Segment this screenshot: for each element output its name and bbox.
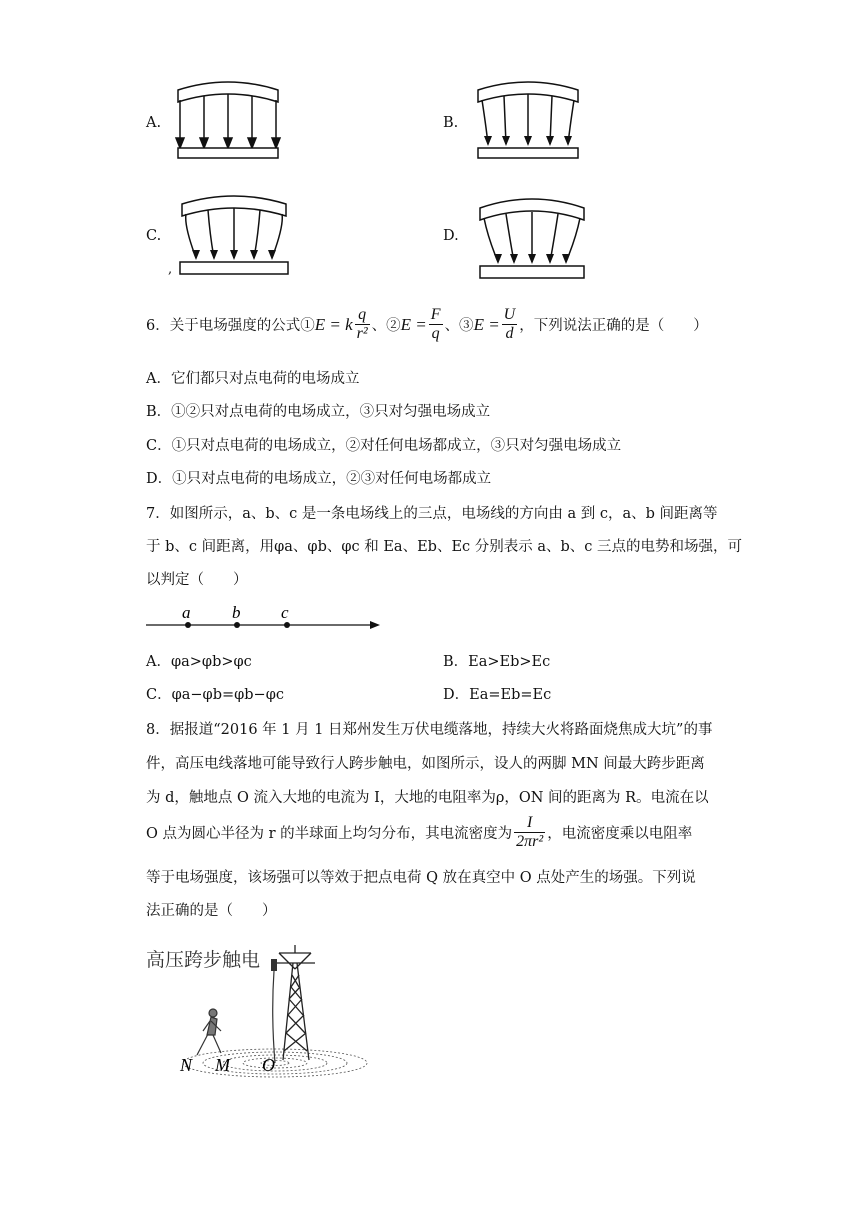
q6-sep1: 、② — [371, 318, 401, 334]
power-tower-icon — [275, 945, 315, 1060]
q8-density-num: I — [527, 813, 533, 831]
q6-option-b[interactable]: B．①②只对点电荷的电场成立，③只对匀强电场成立 — [146, 404, 491, 420]
q6-formula2-fraction — [429, 306, 443, 343]
q8-current-density-fraction — [514, 814, 545, 851]
q5-option-d-label[interactable]: D. — [443, 228, 459, 244]
q8-stem-line1: 8．据报道“2016 年 1 月 1 日郑州发生万伏电缆落地，持续大火将路面烧焦成大坑”的事 — [146, 722, 713, 738]
q8-line4-prefix: O 点为圆心半径为 r 的半球面上均匀分布，其电流密度为 — [146, 825, 513, 842]
q6-formula3-fraction — [502, 306, 518, 343]
q8-line4-suffix: ，电流密度乘以电阻率 — [547, 825, 693, 842]
q6-formula3-lhs: E = — [473, 314, 500, 334]
insulator-icon — [271, 959, 277, 971]
q7-option-c[interactable]: C．φa−φb=φb−φc — [146, 687, 284, 703]
q5-stray-mark: , — [168, 262, 173, 277]
q7-stem-line3: 以判定（ ） — [146, 572, 248, 588]
q7-field-line-diagram — [144, 600, 384, 634]
walking-person-icon — [197, 1009, 221, 1055]
point-o-label: O — [262, 1055, 275, 1075]
q6-stem-prefix: 6．关于电场强度的公式① — [146, 318, 315, 334]
q6-option-a[interactable]: A．它们都只对点电荷的电场成立 — [146, 371, 360, 387]
q6-option-c[interactable]: C．①只对点电荷的电场成立，②对任何电场都成立，③只对匀强电场成立 — [146, 438, 622, 454]
q6-option-d[interactable]: D．①只对点电荷的电场成立，②③对任何电场都成立 — [146, 471, 492, 487]
q5-option-b-label[interactable]: B. — [443, 115, 459, 131]
q6-formula2-den: q — [429, 324, 443, 343]
q7-stem-line2: 于 b、c 间距离，用φa、φb、φc 和 Ea、Eb、Ec 分别表示 a、b、c 三点的电势和场强，可 — [146, 539, 743, 555]
point-c-label: c — [281, 603, 289, 622]
q6-formula1-fraction — [355, 306, 370, 343]
q6-stem — [146, 306, 708, 343]
point-b-label: b — [232, 603, 241, 622]
q8-stem-line4 — [146, 808, 692, 856]
q8-stem-line5: 等于电场强度，该场强可以等效于把点电荷 Q 放在真空中 O 点处产生的场强。下列说 — [146, 870, 696, 886]
q5-option-b-diagram — [470, 76, 590, 166]
q5-option-a-diagram — [170, 76, 290, 166]
ground-rings — [183, 1049, 367, 1077]
q7-option-d[interactable]: D．Ea=Eb=Ec — [443, 687, 552, 703]
q7-stem-line1: 7．如图所示，a、b、c 是一条电场线上的三点，电场线的方向由 a 到 c，a、b 间距离等 — [146, 506, 718, 522]
q5-option-a-label[interactable]: A. — [146, 115, 162, 131]
q5-option-d-diagram — [474, 190, 594, 285]
q8-step-voltage-figure — [175, 935, 375, 1080]
q8-density-den: 2πr² — [516, 832, 544, 850]
q6-formula1-lhs: E = k — [314, 314, 353, 334]
point-a-label: a — [182, 603, 191, 622]
q6-formula3-num: U — [503, 306, 516, 323]
q7-option-b[interactable]: B．Ea>Eb>Ec — [443, 654, 551, 670]
q6-stem-suffix: ，下列说法正确的是（ ） — [519, 318, 708, 334]
point-m-label: M — [215, 1055, 230, 1075]
q6-formula3-den: d — [502, 324, 518, 343]
q6-sep2: 、③ — [444, 318, 474, 334]
q8-stem-line3: 为 d，触地点 O 流入大地的电流为 I，大地的电阻率为ρ，ON 间的距离为 R。电流在以 — [146, 790, 709, 806]
q8-figure-caption: 高压跨步触电 — [146, 949, 261, 971]
q8-stem-line2: 件，高压电线落地可能导致行人跨步触电，如图所示，设人的两脚 MN 间最大跨步距离 — [146, 756, 705, 772]
q5-option-c-diagram — [176, 190, 296, 280]
q5-option-c-label[interactable]: C. — [146, 228, 162, 244]
q6-formula2-num: F — [430, 306, 441, 323]
q7-option-a[interactable]: A．φa>φb>φc — [146, 654, 252, 670]
point-b-dot — [234, 622, 240, 628]
point-n-label: N — [180, 1055, 193, 1075]
field-arrow-icon — [370, 621, 380, 629]
q6-formula2-lhs: E = — [400, 314, 427, 334]
q6-formula1-num: q — [358, 306, 367, 323]
point-a-dot — [185, 622, 191, 628]
point-c-dot — [284, 622, 290, 628]
q8-stem-line6: 法正确的是（ ） — [146, 903, 277, 919]
q6-formula1-den: r² — [356, 325, 368, 342]
